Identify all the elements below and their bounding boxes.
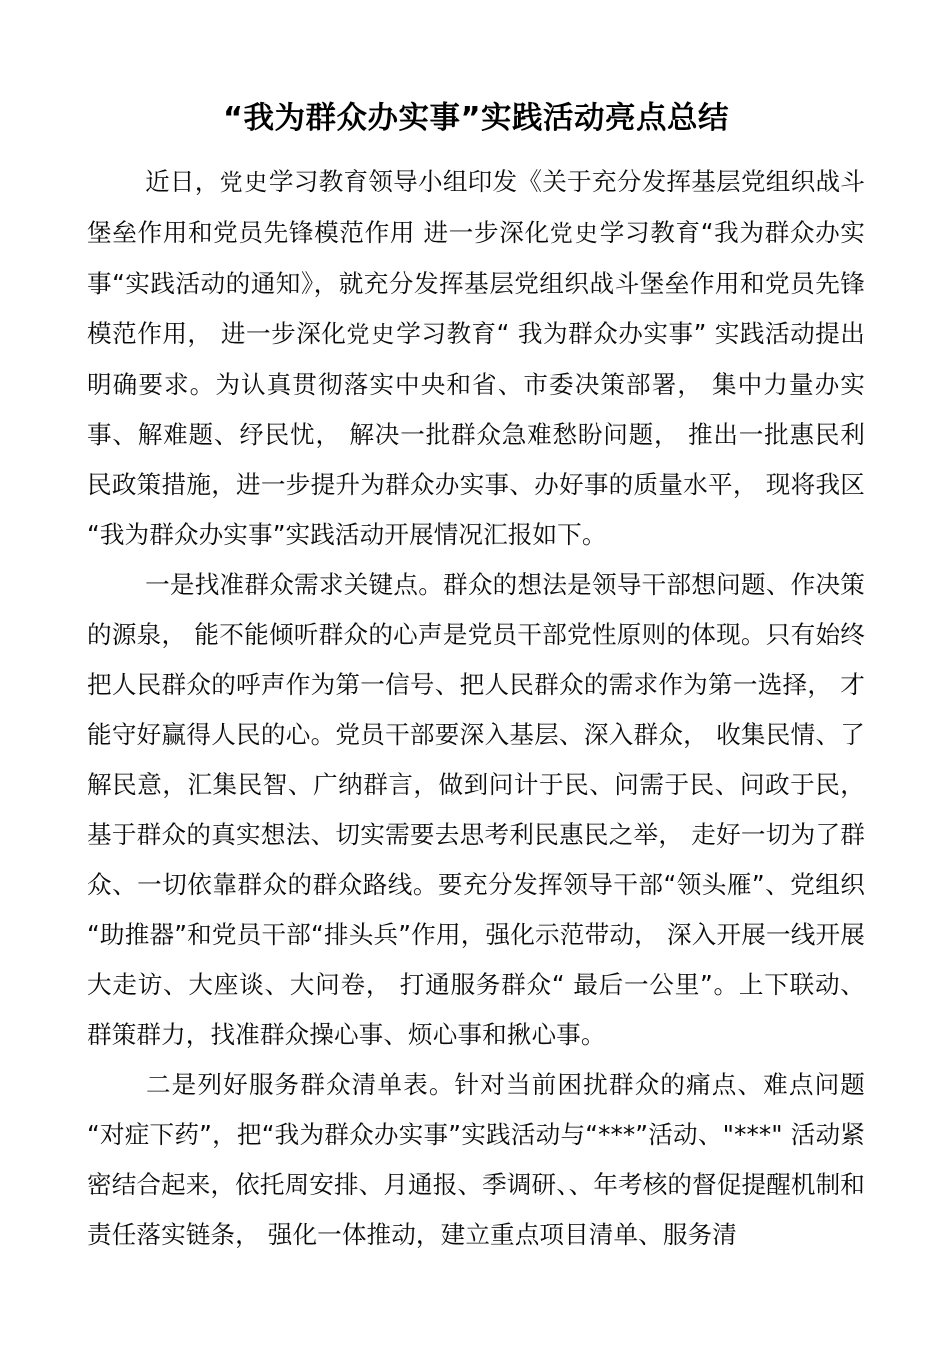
- text-run: 学习教育“我为群众办实事“实践活动的通知》，就充分发挥基层党组织战斗堡垒作用和党员先锋模范作用， 进一步深化: [87, 217, 865, 348]
- text-run-alt: 党史: [346, 321, 397, 348]
- text-run-alt: 党史: [219, 169, 269, 196]
- document-body: [87, 0, 865, 1260]
- text-run: 学习教育领导小组印发《关于充分发挥基层党组织战斗堡垒作用和党员先锋模范作用 进一步深化: [87, 166, 866, 247]
- text-run: 近日，: [145, 166, 220, 196]
- text-run: 二是列好服务群众清单表。针对当前困扰群众的痛点、难点问题“对症下药”，把“我为群众办实事”实践活动与“***”活动、"***" 活动紧密结合起来，依托周安排、月通报、季调研、、年考核的督促提醒机制和责任落实链条， 强化一体推动，建立重点项目清单、服务清: [87, 1069, 865, 1249]
- text-run-alt: 党史: [549, 220, 600, 247]
- text-run: 一是找准群众需求关键点。群众的想法是领导干部想问题、作决策的源泉， 能不能倾听群众的心声是党员干部党性原则的体现。只有始终把人民群众的呼声作为第一信号、把人民群众的需求作为第一选择， 才能守好赢得人民的心。党员干部要深入基层、深入群众， 收集民情、了解民意，汇集民智、广纳群言，做到问计于民、问需于民、问政于民，基于群众的真实想法、切实需要去思考利民惠民之举， 走好一切为了群众、一切依靠群众的群众路线。要充分发挥领导干部“领头雁”、党组织“助推器”和党员干部“排头兵”作用，强化示范带动， 深入开展一线开展大走访、大座谈、大问卷， 打通服务群众“ 最后一公里”。上下联动、群策群力，找准群众操心事、烦心事和揪心事。: [87, 569, 865, 1049]
- paragraph-intro: [87, 157, 865, 560]
- page-title: “我为群众办实事”实践活动亮点总结: [222, 101, 730, 136]
- paragraph-point-two: [87, 1060, 865, 1260]
- text-run: 学习教育“ 我为群众办实事” 实践活动提出明确要求。为认真贯彻落实中央和省、市委决策部署， 集中力量办实事、解难题、纾民忧， 解决一批群众急难愁盼问题， 推出一批惠民利民政策措施，进一步提升为群众办实事、办好事的质量水平， 现将我区“我为群众办实事”实践活动开展情况汇报如下。: [87, 318, 865, 549]
- paragraph-point-one: [87, 560, 865, 1060]
